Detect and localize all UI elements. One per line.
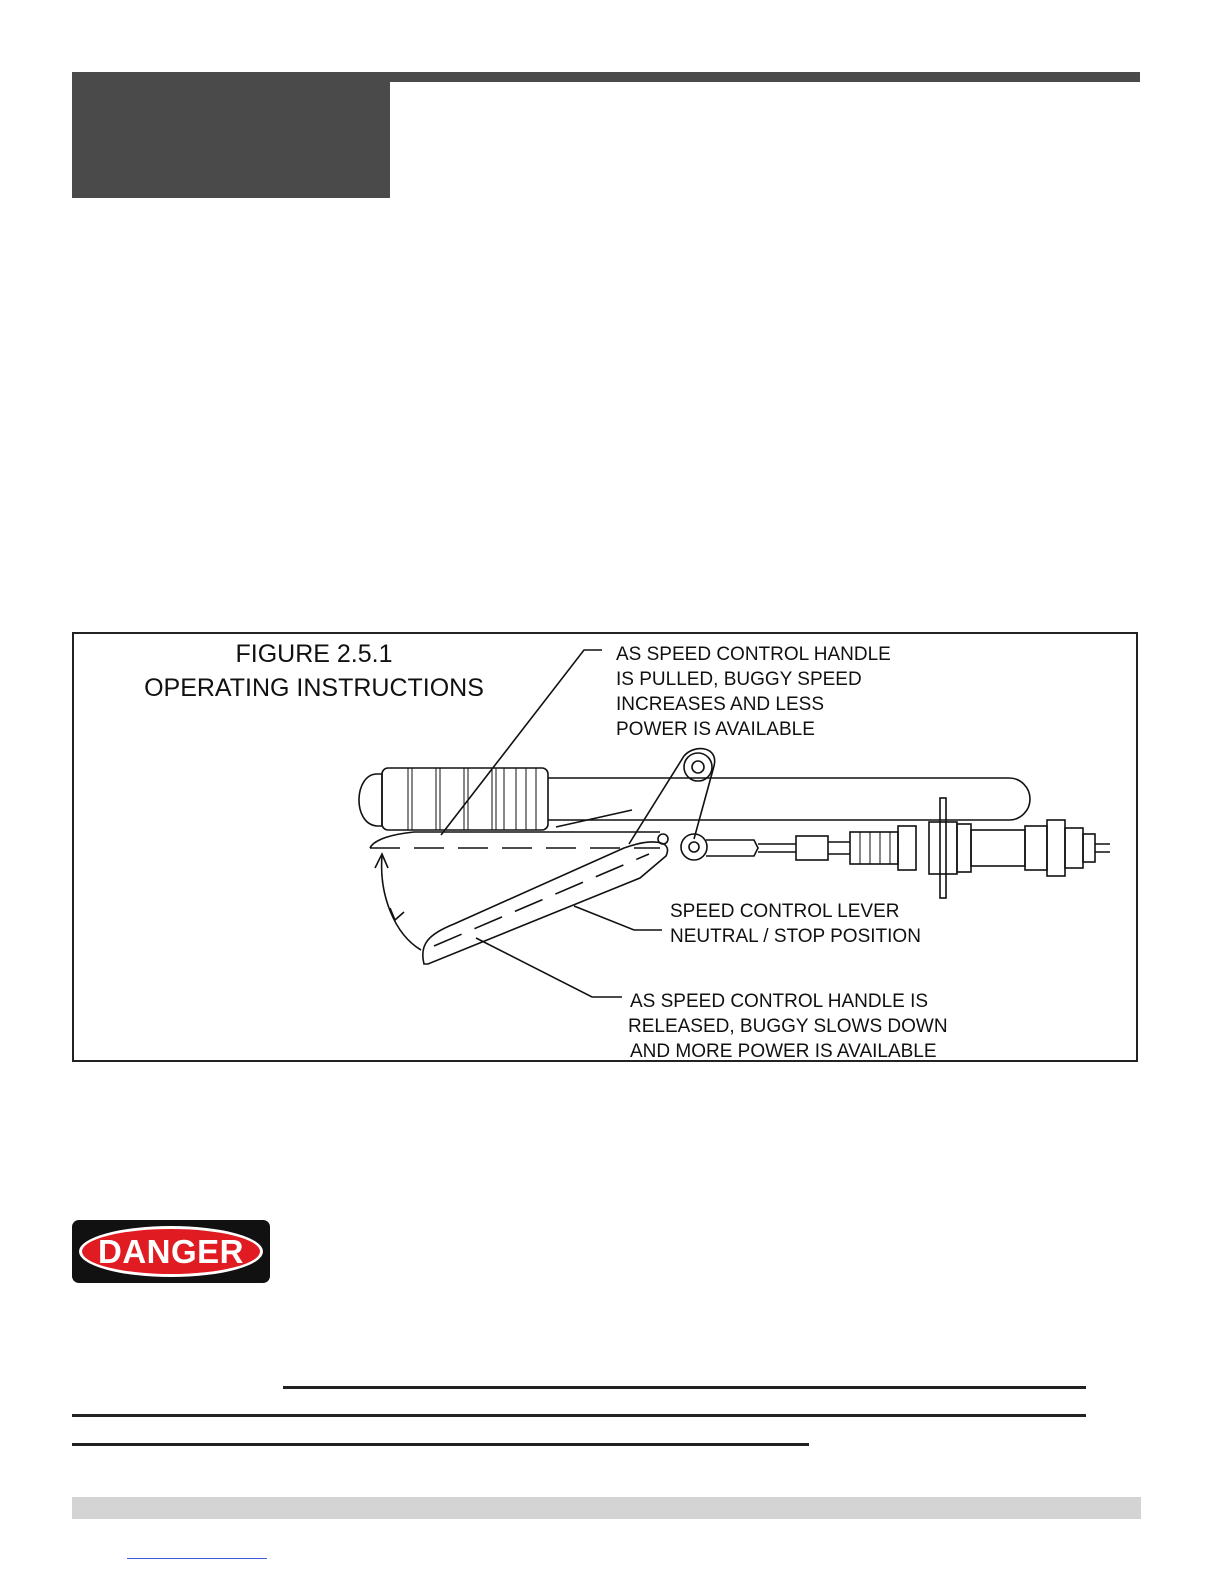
callout-pulled-line-4: POWER IS AVAILABLE (616, 719, 815, 740)
speed-control-illustration (74, 634, 1140, 1064)
callout-released-line-3: AND MORE POWER IS AVAILABLE (630, 1041, 937, 1062)
footer-link-underline[interactable] (127, 1558, 267, 1559)
underline-rule-1 (283, 1386, 1086, 1389)
callout-pulled (616, 644, 891, 740)
callout-lever-line-2: NEUTRAL / STOP POSITION (670, 926, 921, 947)
underline-rule-3 (72, 1443, 809, 1446)
figure-frame (72, 632, 1138, 1062)
callout-pulled-line-1: AS SPEED CONTROL HANDLE (616, 644, 891, 665)
callout-released-line-1: AS SPEED CONTROL HANDLE IS (630, 991, 929, 1012)
danger-sign-oval (79, 1226, 263, 1277)
callout-pulled-line-3: INCREASES AND LESS (616, 694, 825, 715)
callout-released (628, 991, 948, 1062)
figure-subtitle: OPERATING INSTRUCTIONS (144, 674, 484, 702)
callout-pulled-line-2: IS PULLED, BUGGY SPEED (616, 669, 862, 690)
figure-title: FIGURE 2.5.1 (235, 640, 393, 668)
callout-lever-line-1: SPEED CONTROL LEVER (670, 901, 900, 922)
callout-lever (670, 901, 921, 947)
danger-sign (72, 1220, 270, 1283)
section-header-rule (390, 72, 1140, 82)
section-header-block (72, 72, 390, 198)
danger-sign-label: DANGER (97, 1232, 244, 1270)
footer-bar (72, 1497, 1141, 1519)
callout-released-line-2: RELEASED, BUGGY SLOWS DOWN (628, 1016, 948, 1037)
underline-rule-2 (72, 1414, 1086, 1417)
